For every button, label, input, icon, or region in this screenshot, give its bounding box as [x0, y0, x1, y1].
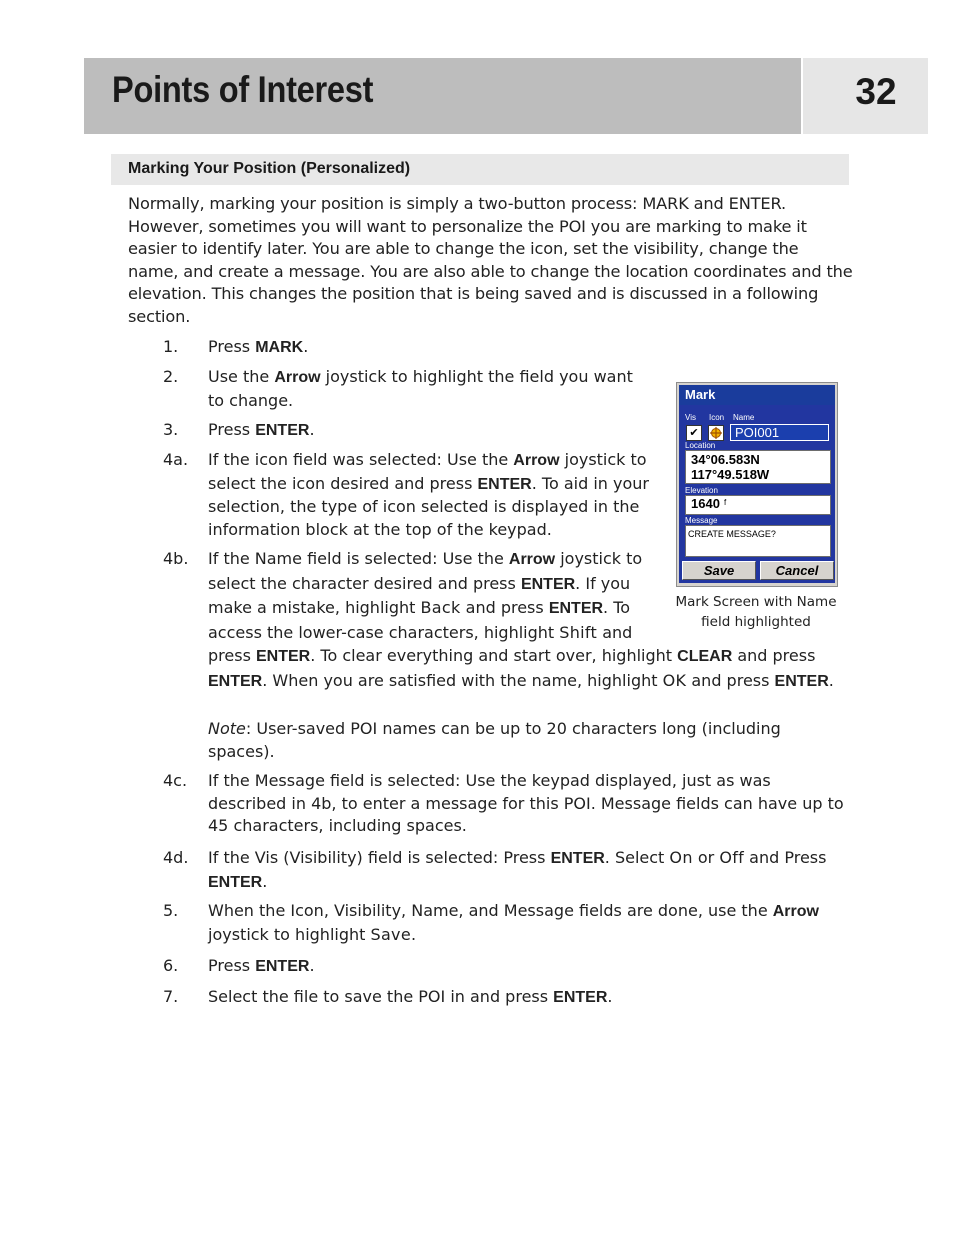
- name-field[interactable]: POI001: [730, 424, 829, 441]
- step-text: Press ENTER.: [208, 420, 315, 439]
- latitude-value: 34°06.583N: [691, 452, 760, 467]
- step-7: [160, 986, 850, 1010]
- step-text: If the icon field was selected: Use the Arrow joystick to select the icon desired and press ENTER. To aid in your selection, the type of icon selected is displayed in the information block at the top of the keypad.: [208, 450, 649, 539]
- step-text: Press MARK.: [208, 337, 309, 356]
- message-placeholder: CREATE MESSAGE?: [688, 529, 776, 539]
- step-4c: [160, 770, 850, 838]
- step-number: 3.: [163, 420, 179, 439]
- intro-paragraph: Normally, marking your position is simply a two-button process: MARK and ENTER. However, sometimes you will want to personalize the POI you are marking to make it easier to identify later. You are able to change the icon, set the visibility, change the name, and create a message. You are also able to change the location coordinates and the elevation. This changes the position that is being saved and is discussed in a following section.: [128, 194, 853, 326]
- elevation-unit: f: [724, 498, 727, 507]
- step-3: [160, 419, 652, 443]
- step-text: Press ENTER.: [208, 956, 315, 975]
- name-label: Name: [733, 413, 755, 422]
- note-text: Note: User-saved POI names can be up to 20 characters long (including spaces).: [208, 719, 781, 761]
- vis-label: Vis: [685, 413, 696, 422]
- step-1: [160, 336, 850, 360]
- poi-icon-field[interactable]: [708, 425, 724, 441]
- cancel-button[interactable]: Cancel: [760, 561, 834, 580]
- note: [160, 718, 850, 763]
- step-4a: [160, 449, 664, 541]
- chapter-title: Points of Interest: [112, 69, 374, 110]
- step-number: 4d.: [163, 848, 189, 867]
- step-text: Use the Arrow joystick to highlight the field you want to change.: [208, 367, 633, 410]
- section-title: Marking Your Position (Personalized): [128, 160, 411, 177]
- step-4d: [160, 847, 850, 894]
- icon-label: Icon: [709, 413, 725, 422]
- location-label: Location: [685, 441, 716, 450]
- step-2: [160, 366, 652, 412]
- mark-screen-titlebar: Mark: [679, 385, 835, 405]
- step-number: 4c.: [163, 771, 188, 790]
- step-number: 1.: [163, 337, 179, 356]
- step-text: Select the file to save the POI in and press ENTER.: [208, 987, 613, 1006]
- elevation-label: Elevation: [685, 486, 718, 495]
- step-number: 2.: [163, 367, 179, 386]
- step-number: 4b.: [163, 549, 189, 568]
- save-button[interactable]: Save: [682, 561, 756, 580]
- step-text: If the Name field is selected: Use the Arrow joystick to select the character desired and press ENTER. If you make a mistake, highlight Back and press ENTER. To access the lower-case characters, highlight Shift and press ENTER. To clear everything and start over, highlight CLEAR and press ENTER. When you are satisfied with the name, highlight OK and press ENTER.: [208, 549, 834, 690]
- step-6: [160, 955, 850, 979]
- step-number: 7.: [163, 987, 179, 1006]
- message-label: Message: [685, 516, 718, 525]
- mark-screen-figure: [676, 382, 838, 587]
- longitude-value: 117°49.518W: [691, 467, 770, 482]
- step-text: When the Icon, Visibility, Name, and Message fields are done, use the Arrow joystick to highlight Save.: [208, 901, 819, 944]
- step-number: 6.: [163, 956, 179, 975]
- step-number: 5.: [163, 901, 179, 920]
- vis-checkbox[interactable]: ✔: [686, 425, 702, 441]
- step-5: [160, 900, 850, 946]
- page-number: 32: [855, 71, 897, 112]
- step-text: If the Message field is selected: Use the keypad displayed, just as was described in 4b, to enter a message for this POI. Message fields can have up to 45 characters, including spaces.: [208, 771, 844, 835]
- figure-caption: Mark Screen with Name field highlighted: [675, 594, 837, 630]
- step-text: If the Vis (Visibility) field is selected: Press ENTER. Select On or Off and Press ENTER.: [208, 848, 827, 891]
- elevation-value: 1640: [691, 496, 720, 511]
- poi-crosshair-icon: [709, 426, 723, 440]
- step-number: 4a.: [163, 450, 189, 469]
